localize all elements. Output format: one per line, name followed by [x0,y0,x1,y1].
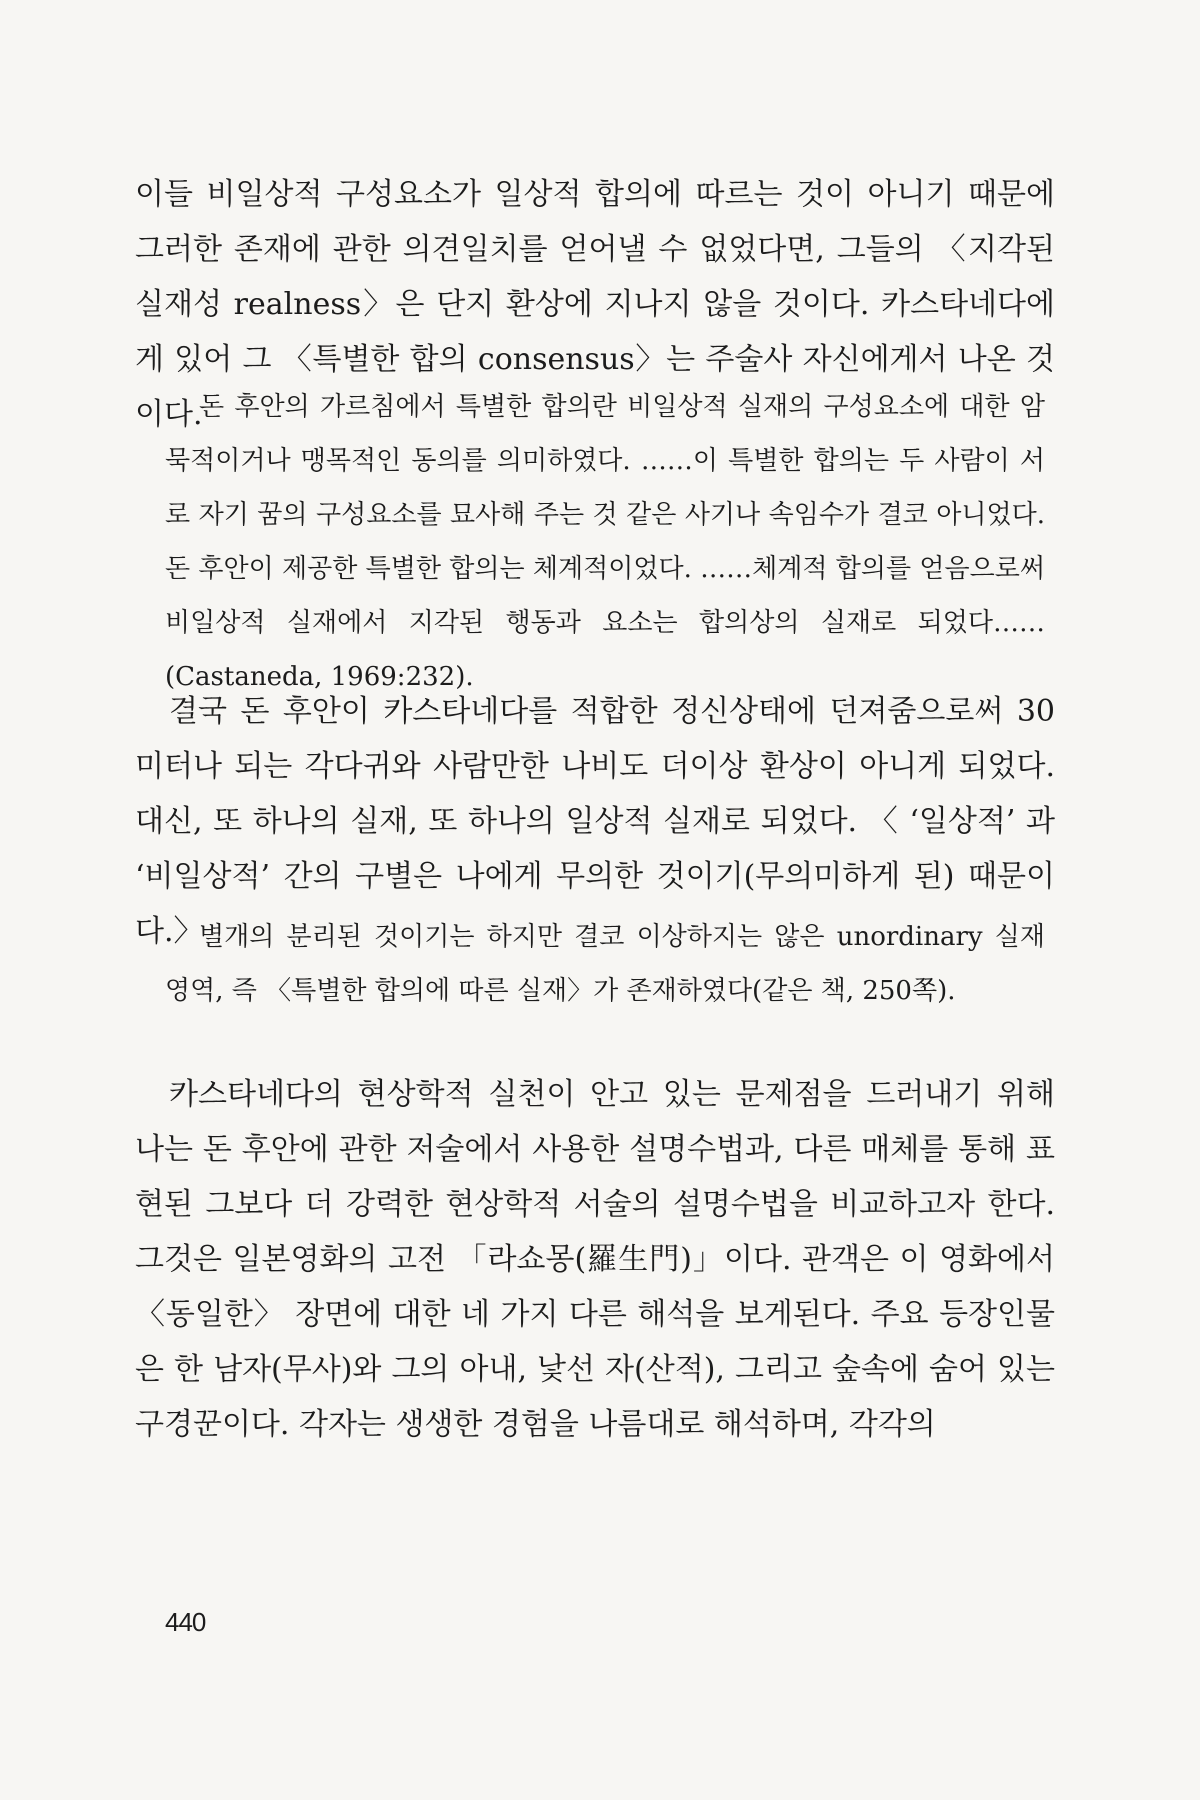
body-paragraph-1: 이들 비일상적 구성요소가 일상적 합의에 따르는 것이 아니기 때문에 그러한 존재에 관한 의견일치를 얻어낼 수 없었다면, 그들의 〈지각된 실재성 realness〉은 단지 환상에 지나지 않을 것이다. 카스타네다에게 있어 그 〈특별한 합의 consensus〉는 주술사 자신에게서 나온 것이다. [135,177,1055,432]
block-quote-1: 돈 후안의 가르침에서 특별한 합의란 비일상적 실재의 구성요소에 대한 암묵적이거나 맹목적인 동의를 의미하였다. ……이 특별한 합의는 두 사람이 서로 자기 꿈의 구성요소를 묘사해 주는 것 같은 사기나 속임수가 결코 아니었다. 돈 후안이 제공한 특별한 합의는 체계적이었다. ……체계적 합의를 얻음으로써 비일상적 실재에서 지각된 행동과 요소는 합의상의 실재로 되었다……(Castaneda, 1969:232). [165,392,1045,692]
body-paragraph-3: 카스타네다의 현상학적 실천이 안고 있는 문제점을 드러내기 위해 나는 돈 후안에 관한 저술에서 사용한 설명수법과, 다른 매체를 통해 표현된 그보다 더 강력한 현상학적 서술의 설명수법을 비교하고자 한다. 그것은 일본영화의 고전 「라쇼몽(羅生門)」이다. 관객은 이 영화에서 〈동일한〉 장면에 대한 네 가지 다른 해석을 보게된다. 주요 등장인물은 한 남자(무사)와 그의 아내, 낯선 자(산적), 그리고 숲속에 숨어 있는 구경꾼이다. 각자는 생생한 경험을 나름대로 해석하며, 각각의 [135,1077,1055,1442]
body-paragraph-2: 결국 돈 후안이 카스타네다를 적합한 정신상태에 던져줌으로써 30미터나 되는 각다귀와 사람만한 나비도 더이상 환상이 아니게 되었다. 대신, 또 하나의 실재, 또 하나의 일상적 실재로 되었다. 〈 ‘일상적’ 과 ‘비일상적’ 간의 구별은 나에게 무의한 것이기(무의미하게 된) 때문이다.〉 [135,694,1055,949]
block-quote-2: 별개의 분리된 것이기는 하지만 결코 이상하지는 않은 unordinary 실재 영역, 즉 〈특별한 합의에 따른 실재〉가 존재하였다(같은 책, 250쪽). [165,922,1045,1006]
page-number: 440 [165,1607,206,1637]
